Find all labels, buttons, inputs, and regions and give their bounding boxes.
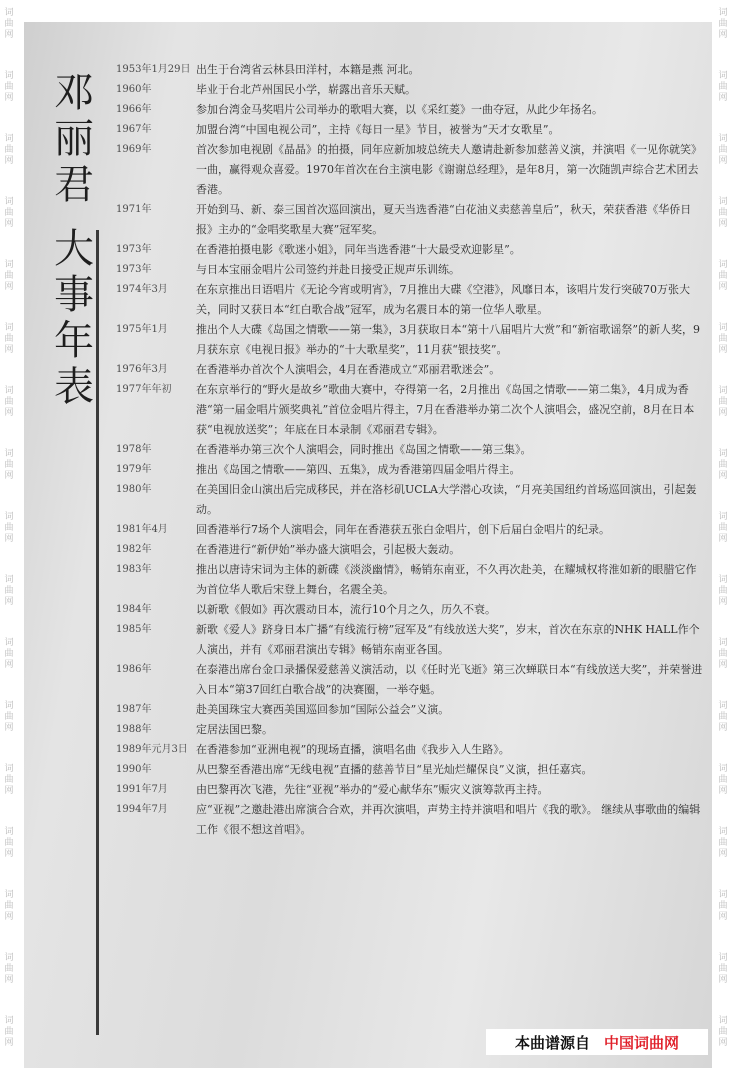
watermark-char: 词: [4, 512, 14, 522]
timeline-year: 1981年4月: [116, 524, 168, 535]
watermark-char: 词: [718, 8, 728, 18]
watermark-char: 网: [4, 849, 14, 859]
timeline-text: 加盟台湾“中国电视公司”，主持《每日一星》节目，被誉为“天才女歌星”。: [196, 123, 560, 136]
timeline-text: 毕业于台北芦州国民小学，崭露出音乐天赋。: [196, 83, 416, 96]
timeline-entry: [116, 480, 706, 520]
timeline-entry: [116, 140, 706, 200]
watermark-char: 曲: [718, 649, 728, 659]
timeline-year: 1975年1月: [116, 324, 168, 335]
timeline-year: 1990年: [116, 764, 152, 775]
timeline-text: 在香港举办首次个人演唱会，4月在香港成立“邓丽君歌迷会”。: [196, 363, 501, 376]
timeline-entry: [116, 380, 706, 440]
watermark-char: 曲: [4, 460, 14, 470]
watermark-mark: [714, 71, 732, 104]
watermark-char: 词: [4, 764, 14, 774]
timeline-entry: [116, 520, 706, 540]
right-margin-watermark: [714, 0, 732, 1079]
timeline-text: 在香港拍摄电影《歌迷小姐》，同年当选香港“十大最受欢迎影星”。: [196, 243, 521, 256]
watermark-char: 网: [718, 471, 728, 481]
watermark-mark: [714, 890, 732, 923]
timeline-year: 1988年: [116, 724, 152, 735]
watermark-mark: [0, 638, 18, 671]
watermark-char: 词: [4, 827, 14, 837]
timeline-entry: [116, 660, 706, 700]
watermark-mark: [0, 323, 18, 356]
watermark-mark: [0, 197, 18, 230]
watermark-char: 曲: [718, 82, 728, 92]
timeline-year: 1986年: [116, 664, 152, 675]
timeline-text: 推出以唐诗宋词为主体的新碟《淡淡幽情》，畅销东南亚，不久再次赴美，在耀城权将淮如新的眼腊它作为首位华人歌后宋登上舞台，名震全美。: [196, 563, 697, 596]
watermark-char: 曲: [4, 838, 14, 848]
timeline-year: 1953年1月29日: [116, 64, 191, 75]
timeline-entry: [116, 200, 706, 240]
watermark-char: 网: [718, 597, 728, 607]
timeline-text: 在香港进行“新伊始”举办盛大演唱会，引起极大轰动。: [196, 543, 461, 556]
timeline-entry: [116, 360, 706, 380]
watermark-char: 网: [4, 1038, 14, 1048]
timeline-year: 1976年3月: [116, 364, 168, 375]
watermark-char: 曲: [4, 271, 14, 281]
watermark-char: 网: [718, 345, 728, 355]
watermark-mark: [0, 575, 18, 608]
left-margin-watermark: [0, 0, 18, 1079]
timeline-year: 1991年7月: [116, 784, 168, 795]
watermark-mark: [714, 575, 732, 608]
watermark-char: 曲: [718, 145, 728, 155]
watermark-char: 词: [718, 1016, 728, 1026]
watermark-char: 曲: [718, 964, 728, 974]
watermark-char: 曲: [718, 838, 728, 848]
source-credit: [486, 1029, 708, 1055]
watermark-mark: [714, 512, 732, 545]
timeline-year: 1971年: [116, 204, 152, 215]
timeline-entry: [116, 260, 706, 280]
watermark-char: 曲: [4, 964, 14, 974]
timeline-text: 回香港举行7场个人演唱会，同年在香港获五张白金唱片，创下后届白金唱片的纪录。: [196, 523, 610, 536]
timeline-text: 在东京举行的“野火是故乡”歌曲大赛中，夺得第一名，2月推出《岛国之情歌——第二集》，4月成为香港“第一届金唱片颁奖典礼”首位金唱片得主，7月在香港举办第二次个人演唱会，盛况空前，8月在日本获“电视放送奖”；年底在日本录制《邓丽君专辑》。: [196, 383, 695, 436]
watermark-char: 网: [718, 156, 728, 166]
timeline-text: 新歌《爱人》跻身日本广播“有线流行榜”冠军及“有线放送大奖”，岁末，首次在东京的NHK HALL作个人演出，并有《邓丽君演出专辑》畅销东南亚各国。: [196, 623, 700, 656]
watermark-char: 词: [4, 386, 14, 396]
watermark-char: 网: [718, 660, 728, 670]
watermark-char: 曲: [718, 1027, 728, 1037]
timeline-entry: [116, 440, 706, 460]
watermark-char: 网: [718, 849, 728, 859]
watermark-mark: [0, 260, 18, 293]
watermark-mark: [714, 260, 732, 293]
watermark-char: 网: [4, 282, 14, 292]
watermark-char: 曲: [718, 19, 728, 29]
watermark-char: 曲: [4, 208, 14, 218]
watermark-mark: [0, 890, 18, 923]
timeline-year: 1960年: [116, 84, 152, 95]
watermark-char: 网: [4, 30, 14, 40]
timeline-entry: [116, 280, 706, 320]
watermark-char: 词: [4, 197, 14, 207]
watermark-char: 词: [718, 638, 728, 648]
title-char: 大: [54, 226, 94, 272]
timeline-list: [116, 60, 706, 840]
timeline-entry: [116, 800, 706, 840]
watermark-char: 词: [4, 134, 14, 144]
timeline-entry: [116, 80, 706, 100]
timeline-entry: [116, 240, 706, 260]
watermark-char: 网: [4, 912, 14, 922]
watermark-char: 网: [718, 723, 728, 733]
watermark-char: 词: [4, 323, 14, 333]
watermark-char: 词: [718, 260, 728, 270]
timeline-text: 推出《岛国之情歌——第四、五集》，成为香港第四届金唱片得主。: [196, 463, 521, 476]
credit-label: 本曲谱源自: [514, 1033, 590, 1052]
watermark-char: 网: [718, 786, 728, 796]
watermark-mark: [0, 827, 18, 860]
timeline-text: 在香港参加“亚洲电视”的现场直播，演唱名曲《我步入人生路》。: [196, 743, 510, 756]
watermark-char: 曲: [4, 901, 14, 911]
timeline-entry: [116, 60, 706, 80]
timeline-year: 1979年: [116, 464, 152, 475]
watermark-char: 曲: [4, 334, 14, 344]
watermark-char: 曲: [4, 19, 14, 29]
timeline-text: 在香港举办第三次个人演唱会，同时推出《岛国之情歌——第三集》。: [196, 443, 532, 456]
watermark-char: 词: [718, 512, 728, 522]
watermark-char: 曲: [718, 586, 728, 596]
watermark-char: 词: [4, 575, 14, 585]
watermark-char: 网: [4, 597, 14, 607]
timeline-text: 从巴黎至香港出席“无线电视”直播的慈善节目“星光灿烂耀保良”义演，担任嘉宾。: [196, 763, 593, 776]
watermark-char: 词: [718, 197, 728, 207]
timeline-year: 1966年: [116, 104, 152, 115]
watermark-mark: [714, 197, 732, 230]
watermark-char: 词: [4, 8, 14, 18]
watermark-char: 词: [718, 575, 728, 585]
timeline-text: 在东京推出日语唱片《无论今宵或明宵》，7月推出大碟《空港》，风靡日本，该唱片发行突破70万张大关，同时又获日本“红白歌合战”冠军，成为名震日本的第一位华人歌星。: [196, 283, 690, 316]
watermark-mark: [714, 134, 732, 167]
watermark-mark: [714, 386, 732, 419]
timeline-text: 由巴黎再次飞港，先往“亚视”举办的“爱心献华东”赈灾义演筹款再主持。: [196, 783, 549, 796]
timeline-year: 1983年: [116, 564, 152, 575]
watermark-char: 词: [718, 71, 728, 81]
watermark-char: 网: [718, 912, 728, 922]
watermark-mark: [0, 1016, 18, 1049]
watermark-char: 曲: [718, 523, 728, 533]
timeline-text: 参加台湾金马奖唱片公司举办的歌唱大赛，以《采红菱》一曲夺冠，从此少年扬名。: [196, 103, 603, 116]
watermark-mark: [0, 449, 18, 482]
timeline-text: 出生于台湾省云林县田洋村，本籍是燕 河北。: [196, 63, 420, 76]
watermark-mark: [0, 8, 18, 41]
title-char: 邓: [54, 70, 94, 116]
timeline-entry: [116, 760, 706, 780]
title-char: 事: [54, 272, 94, 318]
timeline-year: 1980年: [116, 484, 152, 495]
watermark-char: 曲: [4, 1027, 14, 1037]
watermark-char: 曲: [718, 271, 728, 281]
timeline-year: 1978年: [116, 444, 152, 455]
watermark-char: 词: [4, 953, 14, 963]
watermark-mark: [714, 827, 732, 860]
timeline-text: 首次参加电视剧《晶晶》的拍摄，同年应新加坡总统夫人邀请赴新参加慈善义演，并演唱《一见你就笑》一曲，赢得观众喜爱。1970年首次在台主演电影《谢谢总经理》，是年8月，第一次随凯声综合艺术团去香港。: [196, 143, 702, 196]
watermark-char: 词: [718, 827, 728, 837]
timeline-entry: [116, 600, 706, 620]
timeline-text: 与日本宝丽金唱片公司签约并赴日接受正规声乐训练。: [196, 263, 460, 276]
watermark-char: 网: [4, 345, 14, 355]
timeline-year: 1967年: [116, 124, 152, 135]
watermark-char: 网: [718, 975, 728, 985]
timeline-text: 赴美国珠宝大赛西美国巡回参加“国际公益会”义演。: [196, 703, 450, 716]
watermark-mark: [0, 512, 18, 545]
watermark-mark: [714, 953, 732, 986]
watermark-char: 词: [718, 323, 728, 333]
watermark-char: 网: [718, 30, 728, 40]
watermark-char: 网: [4, 723, 14, 733]
title-char: 丽: [54, 116, 94, 162]
timeline-entry: [116, 460, 706, 480]
watermark-char: 词: [718, 386, 728, 396]
watermark-char: 网: [4, 156, 14, 166]
watermark-char: 词: [718, 890, 728, 900]
watermark-mark: [0, 953, 18, 986]
timeline-year: 1984年: [116, 604, 152, 615]
timeline-entry: [116, 560, 706, 600]
watermark-char: 词: [4, 638, 14, 648]
watermark-char: 词: [4, 260, 14, 270]
title-char: 君: [54, 162, 94, 208]
watermark-char: 词: [718, 449, 728, 459]
watermark-char: 曲: [4, 649, 14, 659]
timeline-text: 在美国旧金山演出后完成移民，并在洛杉矶UCLA大学潜心攻读，“月亮美国纽约首场巡回演出，引起轰动。: [196, 483, 697, 516]
watermark-char: 网: [4, 975, 14, 985]
watermark-mark: [0, 764, 18, 797]
timeline-entry: [116, 700, 706, 720]
watermark-char: 网: [4, 471, 14, 481]
watermark-char: 曲: [718, 775, 728, 785]
watermark-char: 网: [4, 786, 14, 796]
watermark-char: 网: [4, 660, 14, 670]
timeline-text: 推出个人大碟《岛国之情歌——第一集》，3月获取日本“第十八届唱片大赏”和“新宿歌谣祭”的新人奖，9月获东京《电视日报》举办的“十大歌星奖”，11月获“银技奖”。: [196, 323, 700, 356]
watermark-char: 网: [718, 219, 728, 229]
timeline-year: 1987年: [116, 704, 152, 715]
watermark-char: 词: [4, 701, 14, 711]
page-title-vertical: [54, 70, 94, 410]
watermark-char: 网: [718, 408, 728, 418]
timeline-year: 1994年7月: [116, 804, 168, 815]
watermark-char: 曲: [4, 145, 14, 155]
watermark-char: 曲: [718, 712, 728, 722]
timeline-year: 1973年: [116, 264, 152, 275]
watermark-char: 曲: [4, 712, 14, 722]
timeline-entry: [116, 620, 706, 660]
watermark-char: 曲: [4, 586, 14, 596]
watermark-char: 曲: [4, 82, 14, 92]
timeline-year: 1985年: [116, 624, 152, 635]
watermark-char: 曲: [718, 334, 728, 344]
timeline-text: 以新歌《假如》再次震动日本，流行10个月之久，历久不衰。: [196, 603, 496, 616]
timeline-year: 1969年: [116, 144, 152, 155]
timeline-year: 1982年: [116, 544, 152, 555]
watermark-mark: [0, 134, 18, 167]
timeline-text: 应“亚视”之邀赴港出席演合合欢，并再次演唱，声势主持并演唱和唱片《我的歌》。 继续从事歌曲的编辑工作《很不想这首唱》。: [196, 803, 701, 836]
watermark-char: 词: [718, 134, 728, 144]
watermark-mark: [0, 701, 18, 734]
watermark-char: 网: [718, 534, 728, 544]
watermark-char: 曲: [718, 397, 728, 407]
watermark-char: 网: [718, 282, 728, 292]
timeline-entry: [116, 120, 706, 140]
timeline-entry: [116, 540, 706, 560]
watermark-char: 词: [718, 701, 728, 711]
credit-site-name: 中国词曲网: [604, 1033, 680, 1052]
scanned-page: [24, 22, 712, 1068]
watermark-mark: [714, 449, 732, 482]
watermark-char: 词: [4, 890, 14, 900]
watermark-mark: [714, 323, 732, 356]
watermark-char: 网: [4, 408, 14, 418]
timeline-text: 定居法国巴黎。: [196, 723, 273, 736]
watermark-char: 曲: [4, 523, 14, 533]
watermark-char: 网: [4, 219, 14, 229]
timeline-entry: [116, 320, 706, 360]
watermark-char: 曲: [4, 397, 14, 407]
timeline-year: 1977年年初: [116, 384, 172, 395]
watermark-mark: [714, 8, 732, 41]
watermark-char: 曲: [4, 775, 14, 785]
watermark-mark: [0, 386, 18, 419]
title-char: 表: [54, 364, 94, 410]
watermark-mark: [714, 1016, 732, 1049]
watermark-char: 词: [4, 71, 14, 81]
watermark-mark: [714, 764, 732, 797]
watermark-mark: [714, 638, 732, 671]
timeline-year: 1989年元月3日: [116, 744, 188, 755]
watermark-char: 网: [718, 93, 728, 103]
timeline-year: 1974年3月: [116, 284, 168, 295]
timeline-entry: [116, 720, 706, 740]
watermark-char: 词: [4, 1016, 14, 1026]
timeline-entry: [116, 780, 706, 800]
watermark-char: 网: [4, 534, 14, 544]
watermark-char: 曲: [718, 901, 728, 911]
timeline-year: 1973年: [116, 244, 152, 255]
timeline-entry: [116, 740, 706, 760]
watermark-char: 网: [4, 93, 14, 103]
title-char: 年: [54, 318, 94, 364]
watermark-char: 网: [718, 1038, 728, 1048]
watermark-char: 词: [4, 449, 14, 459]
watermark-char: 曲: [718, 208, 728, 218]
watermark-mark: [0, 71, 18, 104]
timeline-entry: [116, 100, 706, 120]
watermark-char: 曲: [718, 460, 728, 470]
watermark-mark: [714, 701, 732, 734]
timeline-text: 开始到马、新、泰三国首次巡回演出，夏天当选香港“白花油义卖慈善皇后”，秋天，荣获香港《华侨日报》主办的“金唱奖歌星大赛”冠军奖。: [196, 203, 692, 236]
vertical-divider: [96, 230, 99, 1035]
timeline-text: 在泰港出席台金口录播保爱慈善义演活动，以《任时光飞逝》第三次蝉联日本“有线放送大奖”，并荣誉进入日本“第37回红白歌合战”的决赛圈，一举夺魁。: [196, 663, 703, 696]
watermark-char: 词: [718, 953, 728, 963]
watermark-char: 词: [718, 764, 728, 774]
